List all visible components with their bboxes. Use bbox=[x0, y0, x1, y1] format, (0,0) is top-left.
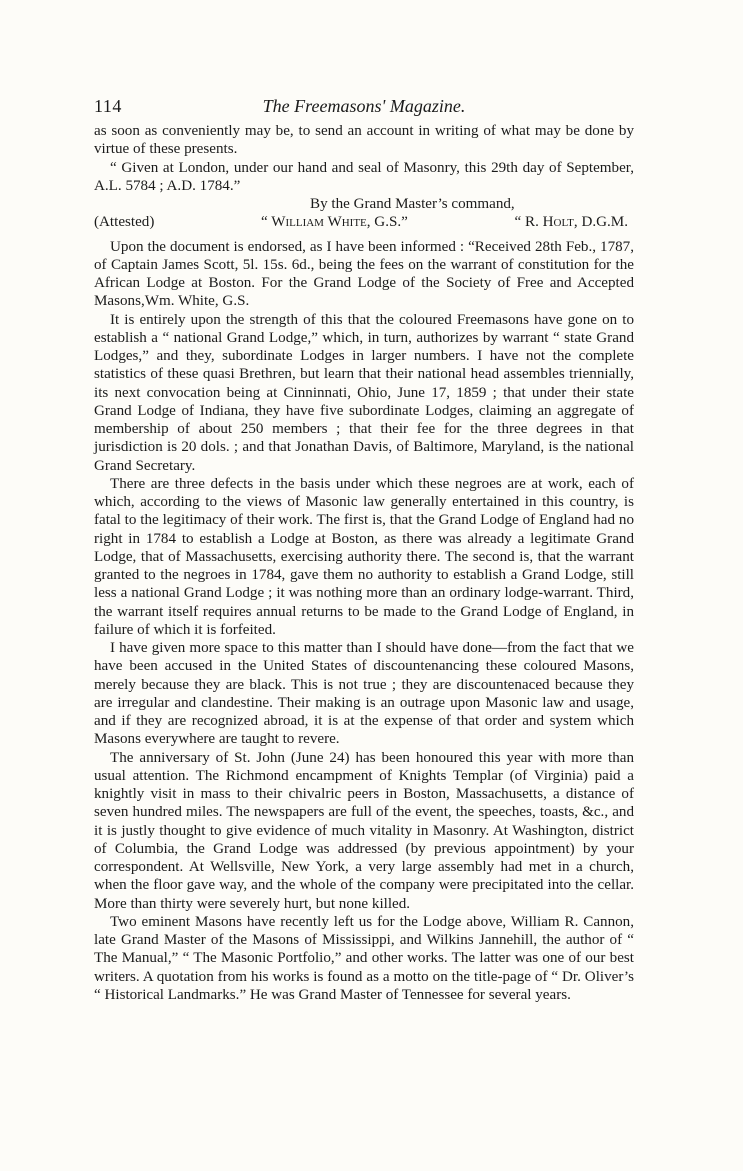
paragraph-st-john-anniversary: The anniversary of St. John (June 24) has been honoured this year with more than usual attention. The Richmond encampment of Knights Templar (of Virginia) paid a knightly visit in mass to their chivalric peers in Boston, Massachusetts, a distance of seven hundred miles. The newspapers are full of the event, the speeches, toasts, &c., and it is justly thought to give evidence of much vitality in Masonry. At Washington, district of Columbia, the Grand Lodge was addressed (by previous appointment) by your correspondent. At Wellsville, New York, a very large assembly had met in a church, when the floor gave way, and the whole of the company were precipitated into the cellar. More than thirty were severely hurt, but none killed. bbox=[94, 749, 634, 912]
grand-master-command: By the Grand Master’s command, bbox=[310, 196, 515, 212]
page-number: 114 bbox=[94, 96, 122, 116]
page bbox=[94, 96, 634, 1004]
attested-label: (Attested) bbox=[94, 214, 155, 231]
running-title: The Freemasons' Magazine. bbox=[262, 96, 466, 116]
paragraph-national-grand-lodge: It is entirely upon the strength of this that the coloured Freemasons have gone on to establish a “ national Grand Lodge,” which, in turn, authorizes by warrant “ state Grand Lodges,” and they, subordinate Lodges in larger numbers. I have not the complete statistics of these quasi Brethren, but learn that their national head assembles triennially, its next convocation being at Cinninnati, Ohio, June 17, 1859 ; that under their state Grand Lodge of Indiana, they have five subordinate Lodges, claiming an aggregate of membership of about 250 members ; that their fee for the three degrees in that jurisdiction is 20 dols. ; and that Jonathan Davis, of Baltimore, Maryland, is the national Grand Secretary. bbox=[94, 311, 634, 474]
paragraph-given-at-london: “ Given at London, under our hand and seal of Masonry, this 29th day of September, A.L. 5784 ; A.D. 1784.” bbox=[94, 159, 634, 194]
paragraph-eminent-masons: Two eminent Masons have recently left us for the Lodge above, William R. Cannon, late Grand Master of the Masons of Mississippi, and Wilkins Jannehill, the author of “ The Manual,” “ The Masonic Portfolio,” and other works. The latter was one of our best writers. A quotation from his works is found as a motto on the title-page of “ Dr. Oliver’s “ Historical Landmarks.” He was Grand Master of Tennessee for several years. bbox=[94, 913, 634, 1003]
paragraph-continued: as soon as conveniently may be, to send an account in writing of what may be done by virtue of these presents. bbox=[94, 123, 634, 158]
paragraph-more-space: I have given more space to this matter than I should have done—from the fact that we have been accused in the United States of discountenancing these coloured Masons, merely because they are black. This is not true ; they are discountenaced because they are irregular and clandestine. Their making is an outrage upon Masonic law and usage, and if they are recognized abroad, it is at the expense of that order and system which Masons everywhere are taught to revere. bbox=[94, 640, 634, 748]
signature-white: “ William White, G.S.” bbox=[261, 214, 408, 231]
attestation-line bbox=[94, 213, 634, 231]
signoff-block bbox=[94, 195, 634, 232]
signature-holt: “ R. Holt, D.G.M. bbox=[514, 214, 628, 231]
paragraph-endorsement: Upon the document is endorsed, as I have been informed : “Received 28th Feb., 1787, of Captain James Scott, 5l. 15s. 6d., being the fees on the warrant of constitution for the African Lodge at Boston. For the Grand Lodge of the Society of Free and Accepted Masons,Wm. White, G.S. bbox=[94, 238, 634, 310]
paragraph-three-defects: There are three defects in the basis under which these negroes are at work, each of which, according to the views of Masonic law generally entertained in this country, is fatal to the legitimacy of their work. The first is, that the Grand Lodge of England had no right in 1784 to establish a Lodge at Boston, as there was already a legitimate Grand Lodge, that of Massachusetts, exercising authority there. The second is, that the warrant granted to the negroes in 1784, gave them no authority to establish a Grand Lodge, still less a national Grand Lodge ; it was nothing more than an ordinary lodge-warrant. Third, the warrant itself requires annual returns to be made to the Grand Lodge of England, in failure of which it is forfeited. bbox=[94, 475, 634, 638]
page-header bbox=[94, 96, 634, 122]
